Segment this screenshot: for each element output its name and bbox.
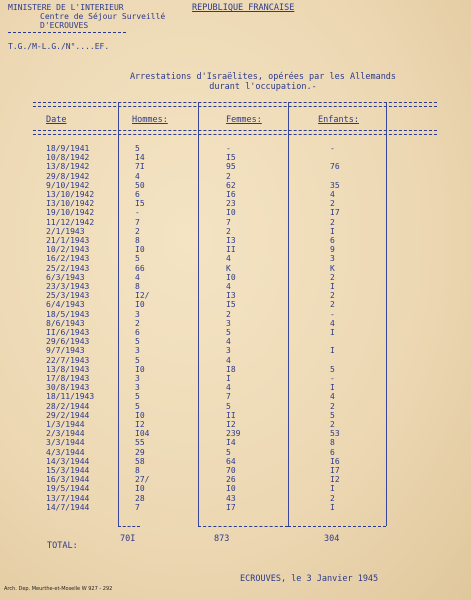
cell-hommes: 66 bbox=[135, 263, 145, 273]
cell-date: 9/10/1942 bbox=[46, 180, 90, 190]
cell-hommes: 7 bbox=[135, 502, 140, 512]
cell-date: 13/7/1944 bbox=[46, 493, 90, 503]
cell-femmes: 2 bbox=[226, 226, 231, 236]
table-row bbox=[0, 449, 471, 458]
cell-hommes: I04 bbox=[135, 429, 150, 439]
cell-hommes: 6 bbox=[135, 190, 140, 199]
cell-enfants: I bbox=[330, 484, 335, 494]
cell-date: 14/7/1944 bbox=[46, 502, 90, 512]
cell-enfants: 76 bbox=[330, 162, 340, 172]
cell-enfants: I2 bbox=[330, 475, 340, 485]
cell-enfants: 6 bbox=[330, 236, 335, 245]
cell-femmes: 7 bbox=[226, 392, 231, 402]
cell-hommes: I2 bbox=[135, 420, 145, 429]
cell-hommes: I0 bbox=[135, 245, 145, 255]
total-enfants: 304 bbox=[324, 534, 340, 544]
cell-date: 19/5/1944 bbox=[46, 484, 90, 494]
cell-femmes: I8 bbox=[226, 364, 236, 374]
cell-femmes: I bbox=[226, 374, 231, 383]
cell-date: 21/1/1943 bbox=[46, 236, 90, 245]
cell-femmes: 5 bbox=[226, 401, 231, 411]
total-rule-femmes bbox=[198, 526, 288, 527]
table-top-rule bbox=[33, 102, 437, 107]
cell-enfants: 53 bbox=[330, 429, 340, 439]
cell-femmes: I0 bbox=[226, 484, 236, 494]
cell-enfants: - bbox=[330, 144, 335, 153]
cell-enfants: I7 bbox=[330, 208, 340, 218]
cell-hommes: 5 bbox=[135, 254, 140, 264]
cell-hommes: 7 bbox=[135, 217, 140, 227]
cell-hommes: 28 bbox=[135, 493, 145, 503]
cell-femmes: 4 bbox=[226, 383, 231, 393]
table-row bbox=[0, 209, 471, 218]
total-femmes: 873 bbox=[214, 534, 230, 544]
cell-enfants: 2 bbox=[330, 199, 335, 209]
ministry-name: MINISTERE DE L'INTERIEUR bbox=[8, 3, 124, 12]
cell-enfants: I bbox=[330, 282, 335, 291]
table-row bbox=[0, 347, 471, 356]
cell-femmes: I6 bbox=[226, 190, 236, 199]
cell-enfants: 2 bbox=[330, 291, 335, 301]
cell-hommes: 5 bbox=[135, 337, 140, 347]
cell-hommes: I0 bbox=[135, 484, 145, 494]
table-row bbox=[0, 357, 471, 366]
cell-femmes: 239 bbox=[226, 429, 241, 439]
cell-femmes: 3 bbox=[226, 318, 231, 328]
header-bottom-rule bbox=[33, 130, 437, 135]
cell-date: 13/8/1942 bbox=[46, 162, 90, 172]
cell-enfants: 35 bbox=[330, 180, 340, 190]
cell-date: 29/6/1943 bbox=[46, 337, 90, 347]
cell-date: 10/2/1943 bbox=[46, 245, 90, 255]
cell-date: 4/3/1944 bbox=[46, 447, 85, 457]
cell-hommes: I0 bbox=[135, 300, 145, 310]
cell-date: 29/2/1944 bbox=[46, 410, 90, 420]
cell-enfants: - bbox=[330, 309, 335, 319]
column-header-hommes: Hommes: bbox=[132, 115, 168, 125]
cell-femmes: 62 bbox=[226, 180, 236, 190]
cell-femmes: 2 bbox=[226, 309, 231, 319]
cell-hommes: 3 bbox=[135, 383, 140, 393]
cell-hommes: I0 bbox=[135, 410, 145, 420]
cell-date: 10/8/1942 bbox=[46, 153, 90, 163]
cell-femmes: 4 bbox=[226, 282, 231, 291]
centre-line2: D'ECROUVES bbox=[40, 21, 89, 30]
table-row bbox=[0, 403, 471, 412]
cell-date: 11/12/1942 bbox=[46, 217, 95, 227]
cell-hommes: 27/ bbox=[135, 475, 150, 485]
cell-enfants: 4 bbox=[330, 318, 335, 328]
cell-date: 13/10/1942 bbox=[46, 190, 95, 199]
cell-hommes: 8 bbox=[135, 466, 140, 475]
table-row bbox=[0, 311, 471, 320]
cell-femmes: 3 bbox=[226, 346, 231, 356]
cell-hommes: - bbox=[135, 208, 140, 218]
cell-date: 25/2/1943 bbox=[46, 263, 90, 273]
cell-hommes: 5 bbox=[135, 355, 140, 365]
cell-date: 15/3/1944 bbox=[46, 466, 90, 475]
cell-femmes: II bbox=[226, 410, 236, 420]
cell-hommes: I4 bbox=[135, 153, 145, 163]
archive-reference: Arch. Dep. Meurthe-et-Moselle W 927 - 292 bbox=[4, 586, 113, 592]
cell-hommes: 7I bbox=[135, 162, 145, 172]
cell-date: 3/3/1944 bbox=[46, 438, 85, 448]
cell-femmes: - bbox=[226, 144, 231, 153]
cell-femmes: 23 bbox=[226, 199, 236, 209]
cell-femmes: 43 bbox=[226, 493, 236, 503]
cell-date: 18/9/1941 bbox=[46, 144, 90, 153]
cell-femmes: 64 bbox=[226, 456, 236, 466]
cell-enfants: I bbox=[330, 383, 335, 393]
cell-enfants: I bbox=[330, 328, 335, 337]
signature-date-line: ECROUVES, le 3 Janvier 1945 bbox=[240, 574, 379, 584]
cell-hommes: 8 bbox=[135, 282, 140, 291]
cell-femmes: 5 bbox=[226, 328, 231, 337]
cell-enfants: 2 bbox=[330, 420, 335, 429]
cell-femmes: I0 bbox=[226, 272, 236, 282]
cell-hommes: I0 bbox=[135, 364, 145, 374]
cell-enfants: 4 bbox=[330, 392, 335, 402]
cell-date: I3/10/1942 bbox=[46, 199, 95, 209]
table-row bbox=[0, 163, 471, 172]
total-label: TOTAL: bbox=[47, 541, 78, 551]
cell-date: 9/7/1943 bbox=[46, 346, 85, 356]
cell-enfants: 9 bbox=[330, 245, 335, 255]
cell-hommes: 2 bbox=[135, 318, 140, 328]
cell-hommes: 4 bbox=[135, 272, 140, 282]
cell-enfants: 2 bbox=[330, 300, 335, 310]
table-row bbox=[0, 495, 471, 504]
cell-hommes: I2/ bbox=[135, 291, 150, 301]
column-header-enfants: Enfants: bbox=[318, 115, 359, 125]
cell-date: 19/10/1942 bbox=[46, 208, 95, 218]
cell-enfants: 4 bbox=[330, 190, 335, 199]
title-line2: durant l'occupation.- bbox=[209, 82, 317, 92]
cell-date: 25/3/1943 bbox=[46, 291, 90, 301]
cell-enfants: I bbox=[330, 502, 335, 512]
cell-hommes: 3 bbox=[135, 309, 140, 319]
cell-hommes: 5 bbox=[135, 401, 140, 411]
cell-hommes: 6 bbox=[135, 328, 140, 337]
cell-enfants: 5 bbox=[330, 364, 335, 374]
cell-enfants: 3 bbox=[330, 254, 335, 264]
cell-hommes: 29 bbox=[135, 447, 145, 457]
cell-date: 28/2/1944 bbox=[46, 401, 90, 411]
cell-date: 18/11/1943 bbox=[46, 392, 95, 402]
ministry-header bbox=[8, 3, 165, 30]
cell-enfants: 2 bbox=[330, 401, 335, 411]
cell-date: 30/8/1943 bbox=[46, 383, 90, 393]
republic-header: REPUBLIQUE FRANCAISE bbox=[192, 3, 295, 13]
table-row bbox=[0, 255, 471, 264]
cell-femmes: I3 bbox=[226, 291, 236, 301]
cell-femmes: 70 bbox=[226, 466, 236, 475]
cell-enfants: 2 bbox=[330, 272, 335, 282]
cell-femmes: I2 bbox=[226, 420, 236, 429]
column-header-date: Date bbox=[46, 115, 67, 125]
cell-date: 6/4/1943 bbox=[46, 300, 85, 310]
cell-date: 13/8/1943 bbox=[46, 364, 90, 374]
cell-hommes: I5 bbox=[135, 199, 145, 209]
cell-femmes: 4 bbox=[226, 254, 231, 264]
cell-date: 14/3/1944 bbox=[46, 456, 90, 466]
total-hommes: 70I bbox=[120, 534, 136, 544]
cell-hommes: 4 bbox=[135, 171, 140, 181]
table-row bbox=[0, 485, 471, 494]
cell-femmes: K bbox=[226, 263, 231, 273]
table-row bbox=[0, 439, 471, 448]
cell-date: 2/1/1943 bbox=[46, 226, 85, 236]
table-row bbox=[0, 504, 471, 513]
cell-enfants: - bbox=[330, 374, 335, 383]
cell-enfants: 2 bbox=[330, 217, 335, 227]
cell-femmes: 5 bbox=[226, 447, 231, 457]
cell-date: 1/3/1944 bbox=[46, 420, 85, 429]
cell-femmes: I3 bbox=[226, 236, 236, 245]
cell-femmes: 2 bbox=[226, 171, 231, 181]
cell-hommes: 5 bbox=[135, 144, 140, 153]
cell-femmes: I0 bbox=[226, 208, 236, 218]
cell-enfants: 6 bbox=[330, 447, 335, 457]
cell-enfants: 2 bbox=[330, 493, 335, 503]
cell-enfants: 5 bbox=[330, 410, 335, 420]
cell-femmes: 4 bbox=[226, 337, 231, 347]
cell-hommes: 5 bbox=[135, 392, 140, 402]
cell-femmes: I7 bbox=[226, 502, 236, 512]
total-rule-enfants bbox=[288, 526, 386, 527]
table-row bbox=[0, 219, 471, 228]
cell-date: 16/3/1944 bbox=[46, 475, 90, 485]
cell-hommes: 3 bbox=[135, 374, 140, 383]
cell-enfants: I6 bbox=[330, 456, 340, 466]
cell-femmes: II bbox=[226, 245, 236, 255]
table-row bbox=[0, 301, 471, 310]
document-title bbox=[128, 72, 398, 92]
cell-date: 22/7/1943 bbox=[46, 355, 90, 365]
cell-date: 2/3/1944 bbox=[46, 429, 85, 439]
cell-date: II/6/1943 bbox=[46, 328, 90, 337]
cell-date: 23/3/1943 bbox=[46, 282, 90, 291]
centre-line1: Centre de Séjour Surveillé bbox=[40, 12, 166, 21]
cell-enfants: 8 bbox=[330, 438, 335, 448]
column-header-femmes: Femmes: bbox=[226, 115, 262, 125]
cell-date: 17/8/1943 bbox=[46, 374, 90, 383]
cell-hommes: 3 bbox=[135, 346, 140, 356]
cell-hommes: 58 bbox=[135, 456, 145, 466]
title-line1: Arrestations d'Israëlites, opérées par les Allemands bbox=[129, 72, 397, 82]
reference-number: T.G./M-L.G./N°....EF. bbox=[8, 42, 110, 51]
cell-femmes: 7 bbox=[226, 217, 231, 227]
cell-date: 8/6/1943 bbox=[46, 318, 85, 328]
cell-enfants: K bbox=[330, 263, 335, 273]
cell-date: 29/8/1942 bbox=[46, 171, 90, 181]
cell-femmes: I4 bbox=[226, 438, 236, 448]
table-row bbox=[0, 393, 471, 402]
cell-enfants: I7 bbox=[330, 466, 340, 475]
cell-enfants: I bbox=[330, 346, 335, 356]
cell-femmes: I5 bbox=[226, 153, 236, 163]
header-divider bbox=[8, 32, 126, 33]
cell-femmes: 95 bbox=[226, 162, 236, 172]
cell-hommes: 8 bbox=[135, 236, 140, 245]
table-row bbox=[0, 265, 471, 274]
cell-hommes: 2 bbox=[135, 226, 140, 236]
cell-femmes: 26 bbox=[226, 475, 236, 485]
cell-date: 18/5/1943 bbox=[46, 309, 90, 319]
cell-date: 16/2/1943 bbox=[46, 254, 90, 264]
cell-enfants: I bbox=[330, 226, 335, 236]
total-rule-hommes bbox=[118, 526, 140, 527]
cell-femmes: 4 bbox=[226, 355, 231, 365]
cell-hommes: 50 bbox=[135, 180, 145, 190]
table-row bbox=[0, 173, 471, 182]
cell-date: 6/3/1943 bbox=[46, 272, 85, 282]
cell-femmes: I5 bbox=[226, 300, 236, 310]
cell-hommes: 55 bbox=[135, 438, 145, 448]
